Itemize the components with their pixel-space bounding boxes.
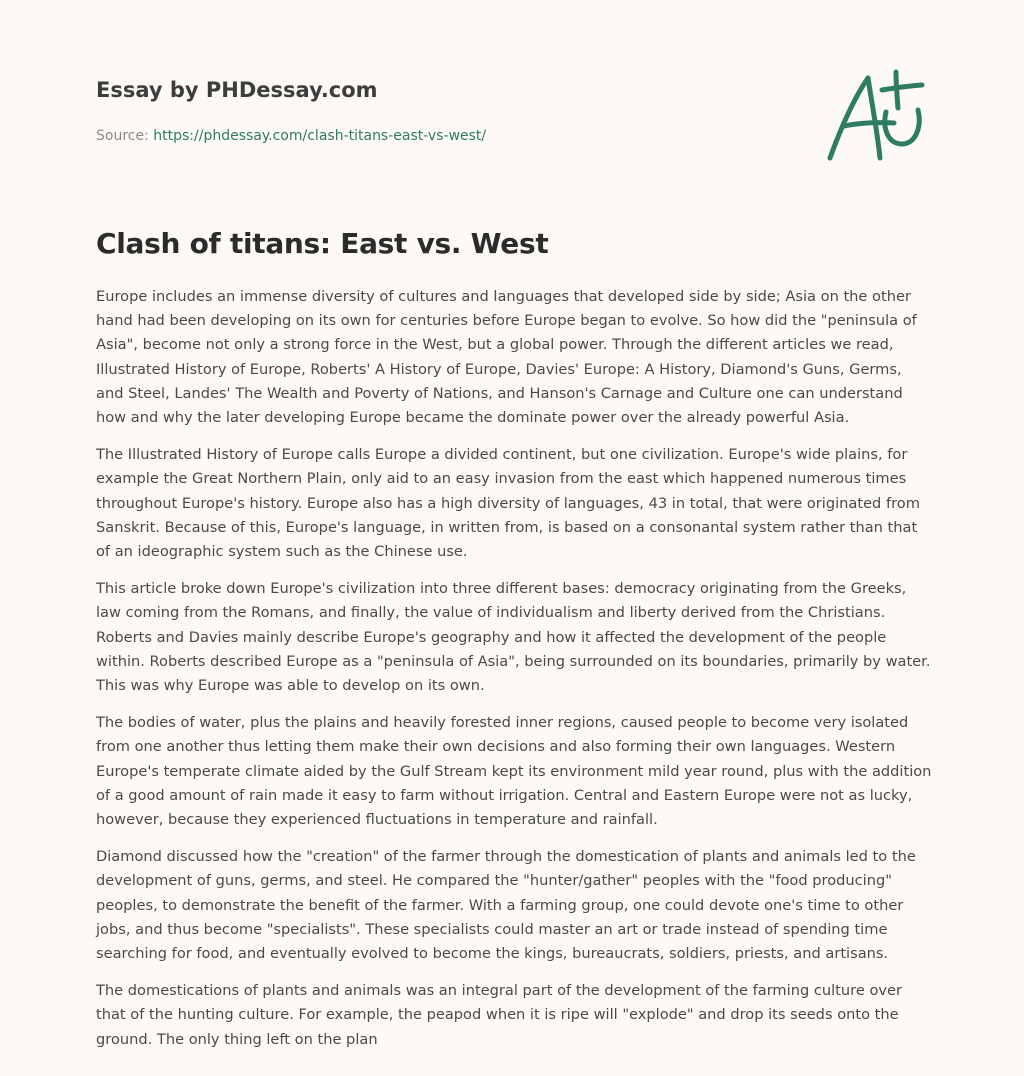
paragraph: Diamond discussed how the "creation" of the farmer through the domestication of plants and animals led to the development of guns, germs, and steel. He compared the "hunter/gather" peoples with the "food producing" peoples, to demonstrate the benefit of the farmer. With a farming group, one could devote one's time to other jobs, and thus become "specialists". These specialists could master an art or trade instead of spending time searching for food, and eventually evolved to become the kings, bureaucrats, soldiers, priests, and artisans. (96, 848, 916, 963)
essay-body (96, 285, 932, 1065)
site-title: Essay by PHDessay.com (96, 78, 378, 102)
source-label: Source: (96, 128, 154, 144)
source-line (96, 126, 796, 146)
paragraph: This article broke down Europe's civilization into three different bases: democracy originating from the Greeks, law coming from the Romans, and finally, the value of individualism and liberty derived from the Christians. Roberts and Davies mainly describe Europe's geography and how it affected the development of the people within. Roberts described Europe as a "peninsula of Asia", being surrounded on its boundaries, primarily by water. This was why Europe was able to develop on its own. (96, 580, 931, 695)
a-plus-logo-icon (822, 68, 928, 164)
paragraph: The bodies of water, plus the plains and heavily forested inner regions, caused people to become very isolated from one another thus letting them make their own decisions and also forming their own languages. Western Europe's temperate climate aided by the Gulf Stream kept its environment mild year round, plus with the addition of a good amount of rain made it easy to farm without irrigation. Central and Eastern Europe were not as lucky, however, because they experienced fluctuations in temperature and rainfall. (96, 714, 932, 829)
paragraph: The domestications of plants and animals was an integral part of the development of the farming culture over that of the hunting culture. For example, the peapod when it is ripe will "explode" and drop its seeds onto the ground. The only thing left on the plan (96, 982, 902, 1048)
header (96, 76, 796, 146)
paragraph: Europe includes an immense diversity of cultures and languages that developed side by side; Asia on the other hand had been developing on its own for centuries before Europe began to evolve. So how did the "peninsula of Asia", become not only a strong force in the West, but a global power. Through the different articles we read, Illustrated History of Europe, Roberts' A History of Europe, Davies' Europe: A History, Diamond's Guns, Germs, and Steel, Landes' The Wealth and Poverty of Nations, and Hanson's Carnage and Culture one can understand how and why the later developing Europe became the dominate power over the already powerful Asia. (96, 288, 917, 427)
paragraph: The Illustrated History of Europe calls Europe a divided continent, but one civilization. Europe's wide plains, for example the Great Northern Plain, only aid to an easy invasion from the east which happened numerous times throughout Europe's history. Europe also has a high diversity of languages, 43 in total, that were originated from Sanskrit. Because of this, Europe's language, in written from, is based on a consonantal system rather than that of an ideographic system such as the Chinese use. (96, 446, 920, 561)
essay-title: Clash of titans: East vs. West (96, 227, 549, 260)
source-link[interactable]: https://phdessay.com/clash-titans-east-vs-west/ (153, 128, 487, 144)
